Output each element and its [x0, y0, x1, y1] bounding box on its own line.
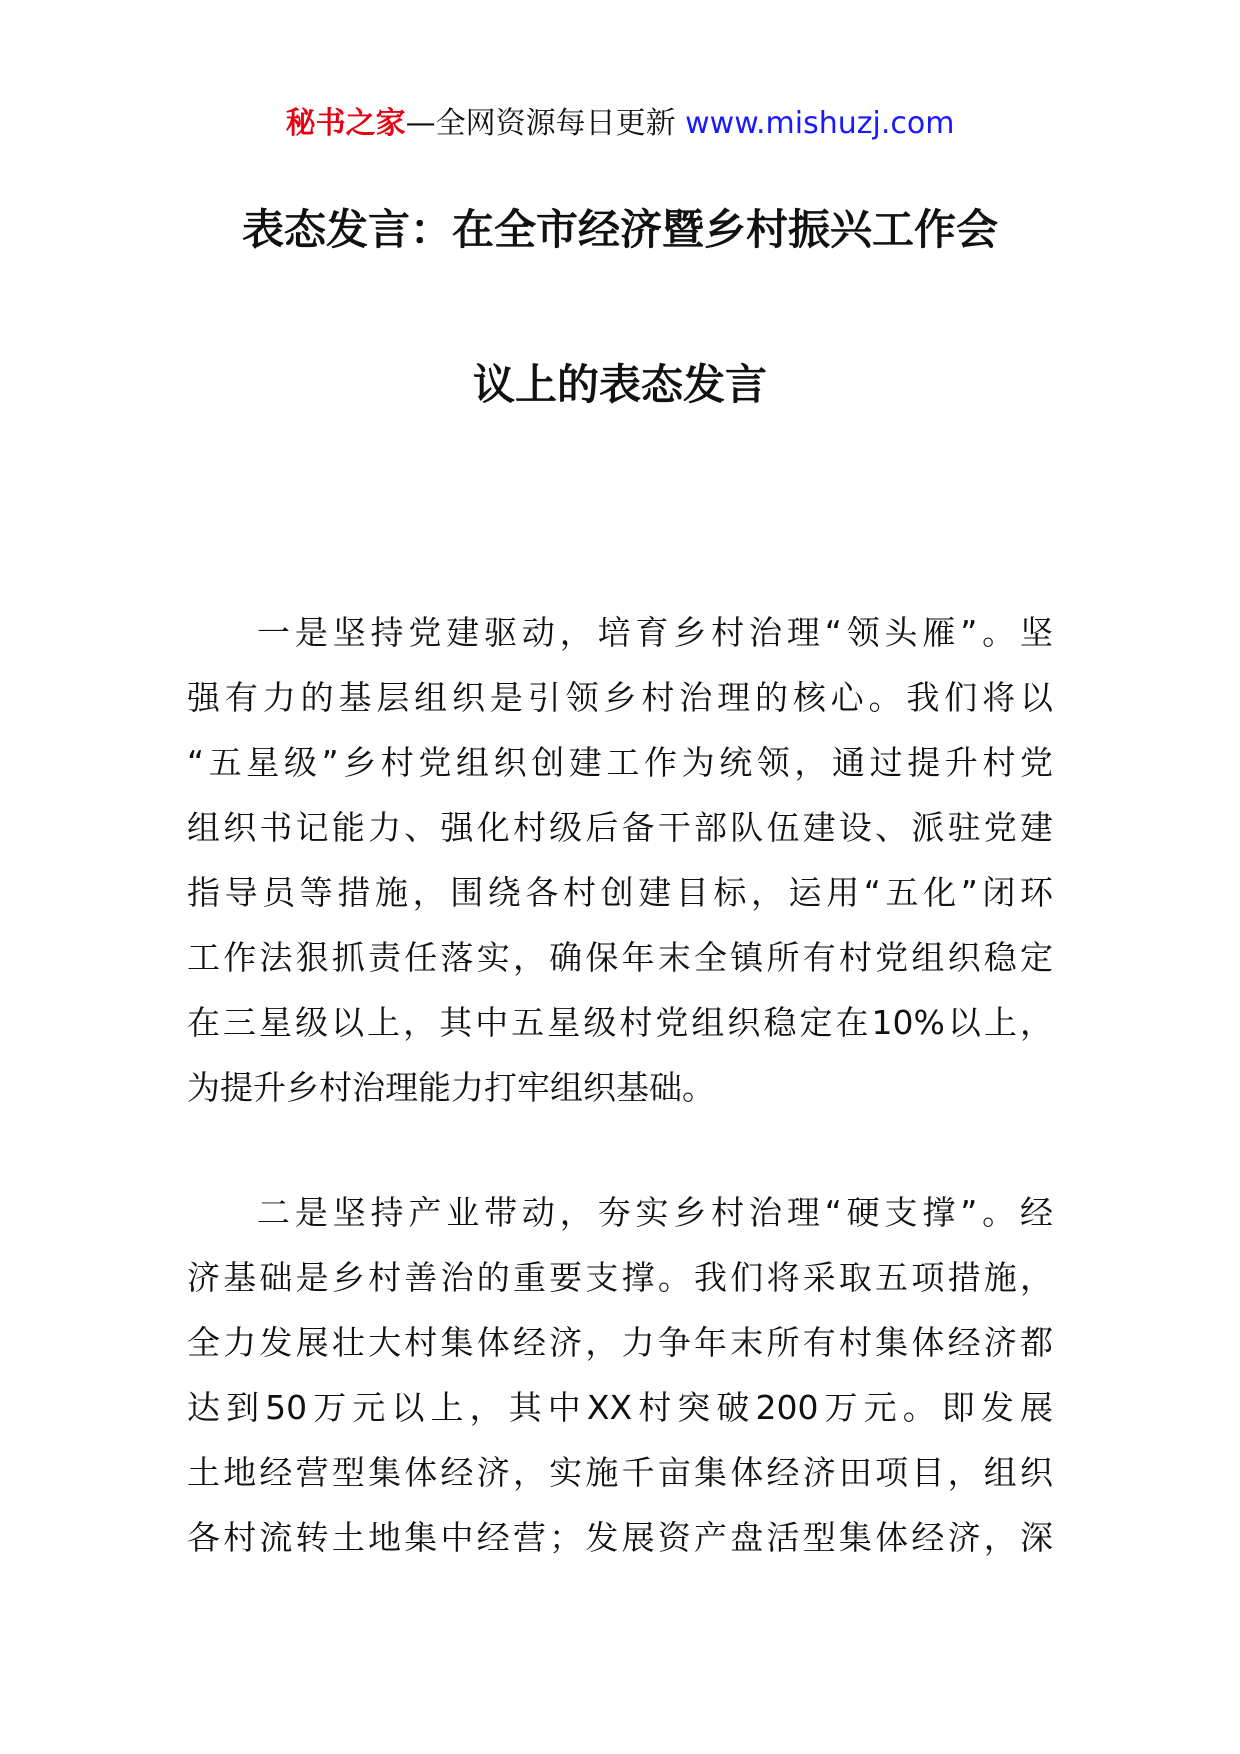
site-brand: 秘书之家 — [285, 106, 406, 141]
site-header — [0, 104, 1240, 144]
paragraph-line: 工作法狠抓责任落实，确保年末全镇所有村党组织稳定 — [187, 938, 1053, 977]
paragraph-line: 在三星级以上，其中五星级村党组织稳定在10%以上， — [187, 1003, 1053, 1042]
paragraph-line: 各村流转土地集中经营；发展资产盘活型集体经济，深 — [187, 1518, 1053, 1557]
paragraph-line: 组织书记能力、强化村级后备干部队伍建设、派驻党建 — [187, 808, 1053, 847]
paragraph-line: 土地经营型集体经济，实施千亩集体经济田项目，组织 — [187, 1453, 1053, 1492]
document-title-line-1: 表态发言：在全市经济暨乡村振兴工作会 — [241, 205, 998, 254]
paragraph-line: 强有力的基层组织是引领乡村治理的核心。我们将以 — [187, 678, 1053, 717]
paragraph-line: 指导员等措施，围绕各村创建目标，运用“五化”闭环 — [187, 873, 1053, 912]
paragraph-line: 达到50万元以上，其中XX村突破200万元。即发展 — [187, 1388, 1053, 1427]
document-title-line-2: 议上的表态发言 — [472, 360, 767, 409]
paragraph-line: 二是坚持产业带动，夯实乡村治理“硬支撑”。经 — [257, 1193, 1053, 1232]
paragraph-line: 济基础是乡村善治的重要支撑。我们将采取五项措施， — [187, 1258, 1053, 1297]
paragraph-line: 为提升乡村治理能力打牢组织基础。 — [187, 1068, 715, 1107]
paragraph-2 — [187, 1180, 1053, 1570]
paragraph-line: 一是坚持党建驱动，培育乡村治理“领头雁”。坚 — [257, 613, 1053, 652]
paragraph-line: 全力发展壮大村集体经济，力争年末所有村集体经济都 — [187, 1323, 1053, 1362]
site-url-link[interactable]: www.mishuzj.com — [685, 106, 955, 141]
site-tagline: —全网资源每日更新 — [405, 106, 676, 141]
paragraph-1 — [187, 600, 1053, 1120]
paragraph-line: “五星级”乡村党组织创建工作为统领，通过提升村党 — [187, 743, 1053, 782]
